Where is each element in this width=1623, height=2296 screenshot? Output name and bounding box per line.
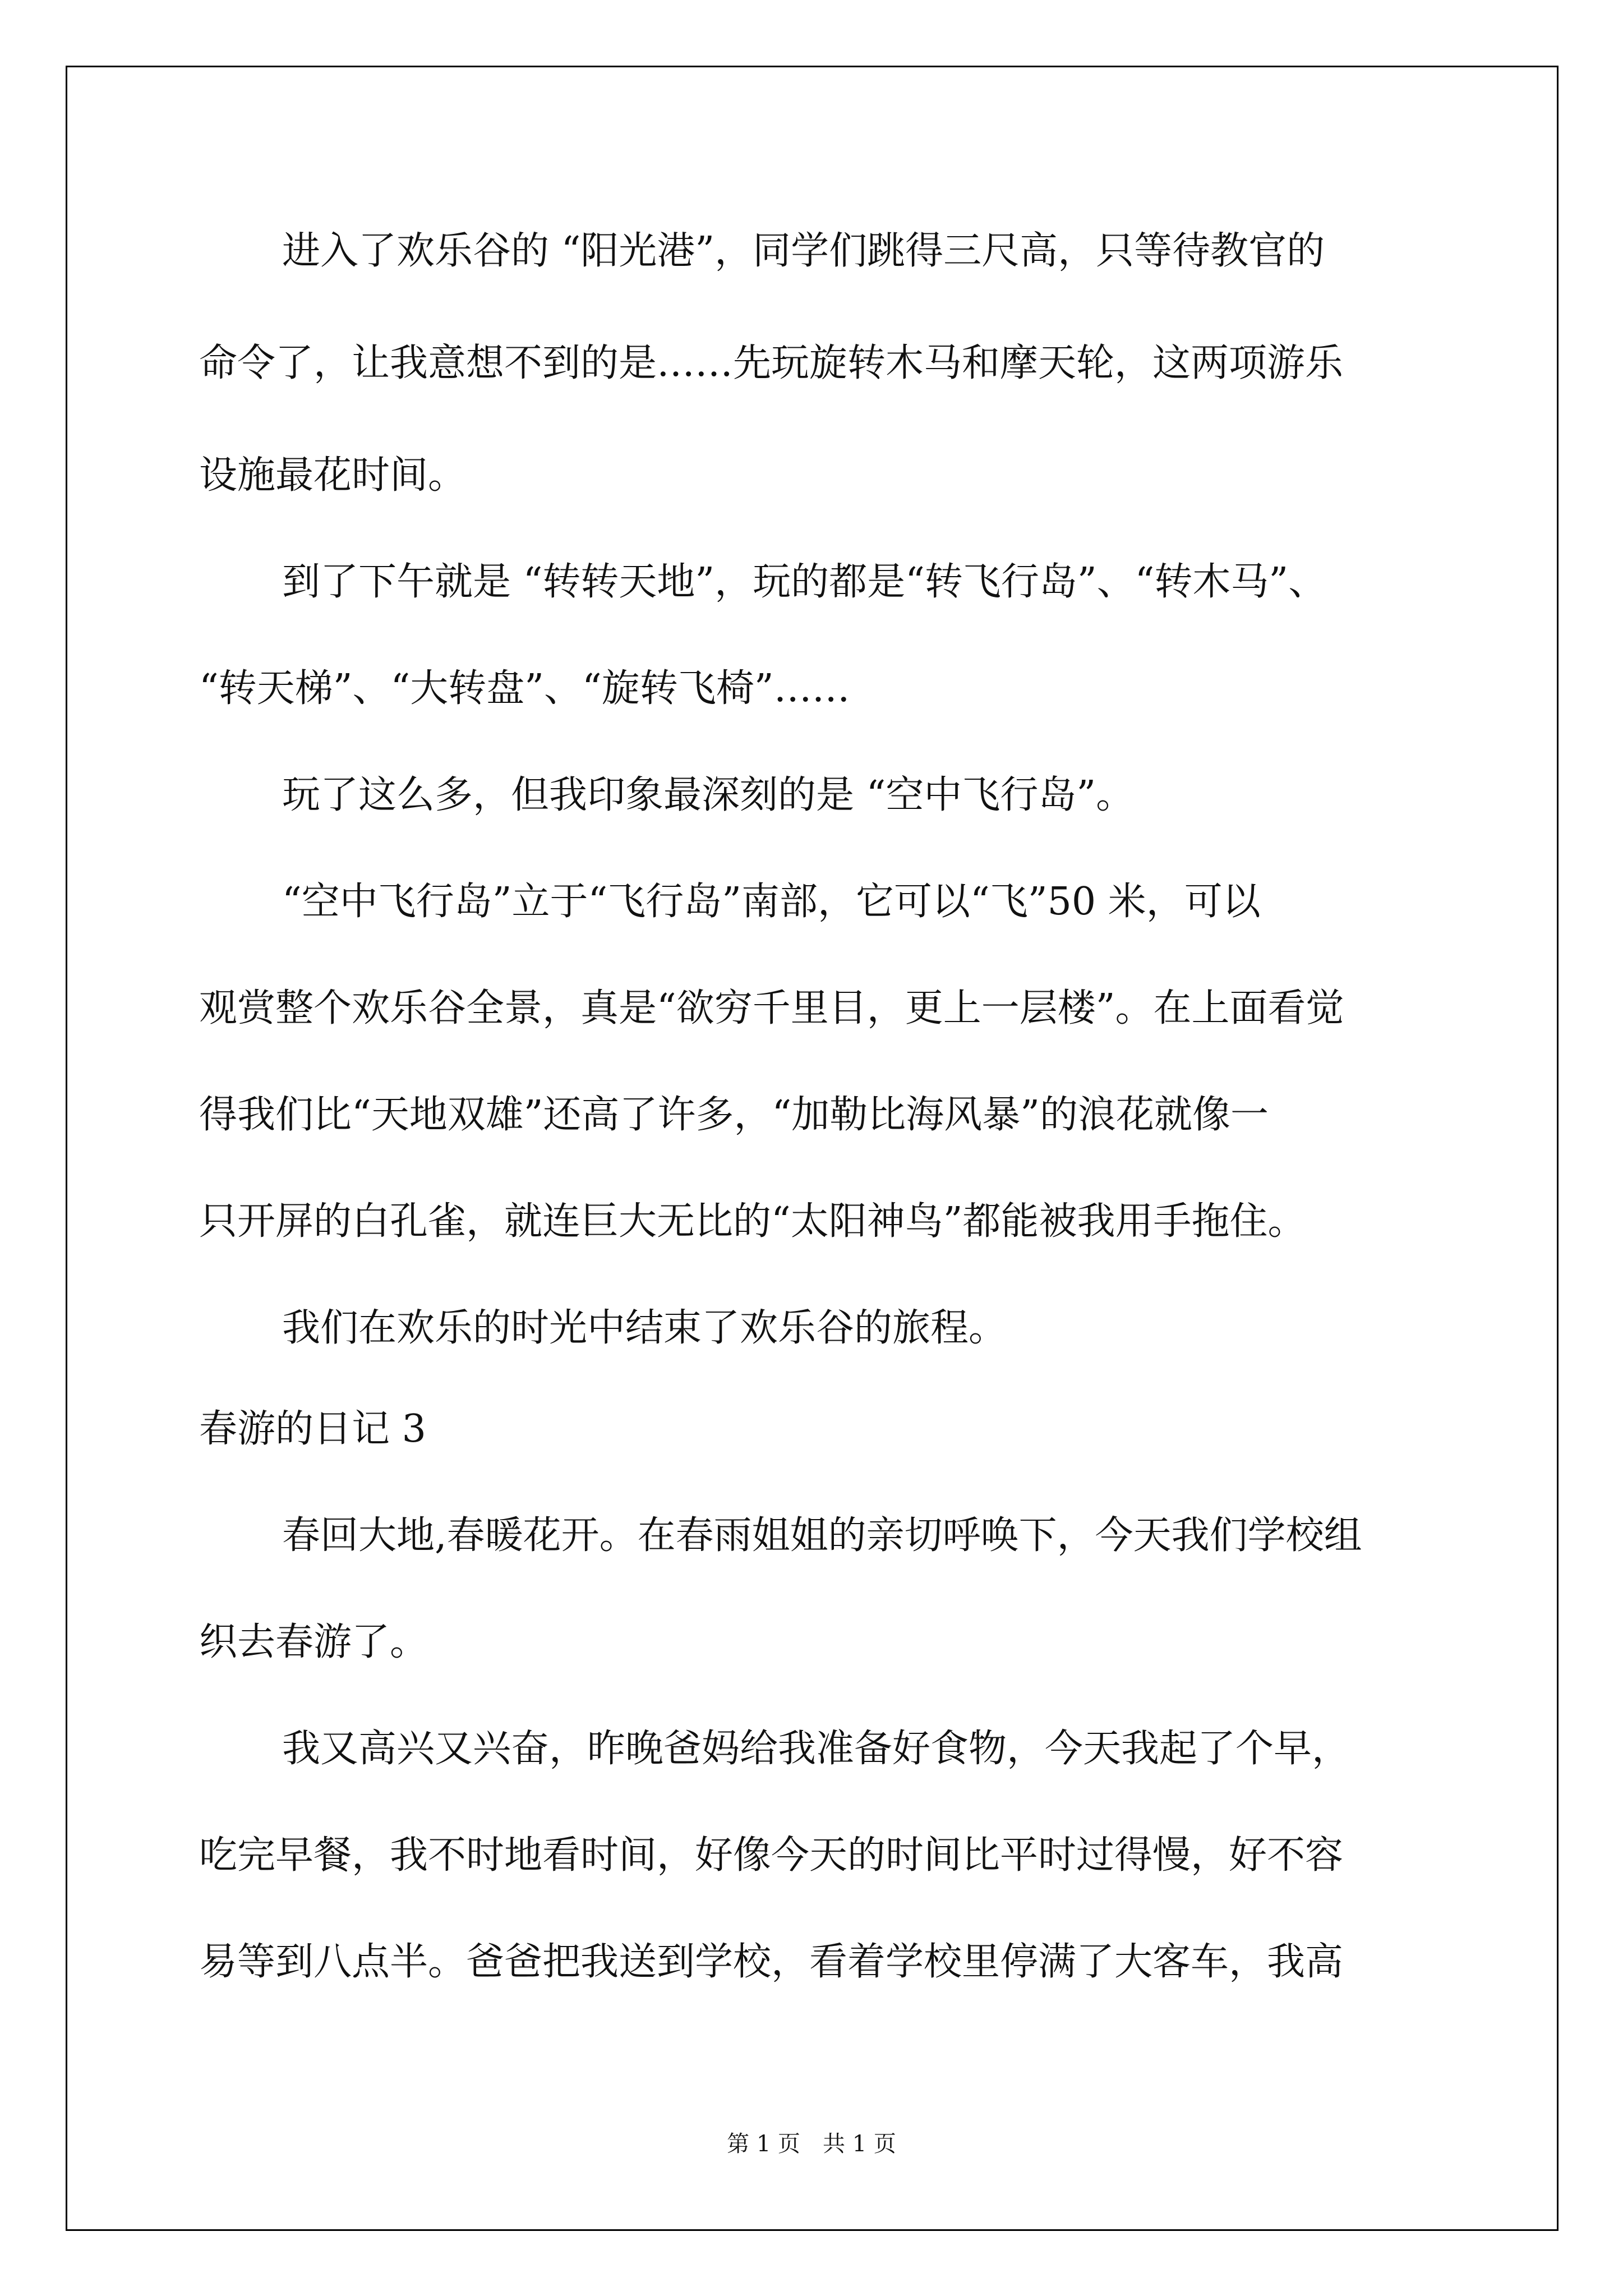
paragraph-7-line-1: 春回大地,春暖花开。在春雨姐姐的亲切呼唤下，今天我们学校组 xyxy=(282,1513,1362,1558)
paragraph-1-line-1: 进入了欢乐谷的 “阳光港”，同学们跳得三尺高，只等待教官的 xyxy=(282,229,1325,273)
paragraph-4-line-2: 观赏整个欢乐谷全景，真是“欲穷千里目，更上一层楼”。在上面看觉 xyxy=(199,986,1344,1030)
paragraph-8-line-2: 吃完早餐，我不时地看时间，好像今天的时间比平时过得慢，好不容 xyxy=(199,1833,1344,1878)
paragraph-8-line-1: 我又高兴又兴奋，昨晚爸妈给我准备好食物，今天我起了个早， xyxy=(282,1727,1350,1771)
paragraph-2-line-2: “转天梯”、“大转盘”、“旋转飞椅”…… xyxy=(199,666,850,711)
paragraph-7-line-2: 织去春游了。 xyxy=(199,1620,428,1664)
paragraph-1-line-2: 命令了，让我意想不到的是……先玩旋转木马和摩天轮，这两项游乐 xyxy=(199,341,1344,385)
paragraph-8-line-3: 易等到八点半。爸爸把我送到学校，看着学校里停满了大客车，我高 xyxy=(199,1940,1344,1984)
paragraph-1-line-3: 设施最花时间。 xyxy=(199,453,467,498)
page-number-footer: 第 1 页 共 1 页 xyxy=(727,2131,896,2157)
paragraph-2-line-1: 到了下午就是 “转转天地”，玩的都是“转飞行岛”、“转木马”、 xyxy=(282,560,1327,604)
paragraph-4-line-3: 得我们比“天地双雄”还高了许多，“加勒比海风暴”的浪花就像一 xyxy=(199,1093,1269,1137)
paragraph-4-line-1: “空中飞行岛”立于“飞行岛”南部，它可以“飞”50 米，可以 xyxy=(282,880,1261,924)
section-heading: 春游的日记 3 xyxy=(199,1407,426,1451)
page-border xyxy=(66,66,1559,2231)
paragraph-4-line-4: 只开屏的白孔雀，就连巨大无比的“太阳神鸟”都能被我用手拖住。 xyxy=(199,1199,1306,1244)
paragraph-5-line-1: 我们在欢乐的时光中结束了欢乐谷的旅程。 xyxy=(282,1306,1007,1350)
paragraph-3-line-1: 玩了这么多，但我印象最深刻的是 “空中飞行岛”。 xyxy=(282,773,1135,817)
